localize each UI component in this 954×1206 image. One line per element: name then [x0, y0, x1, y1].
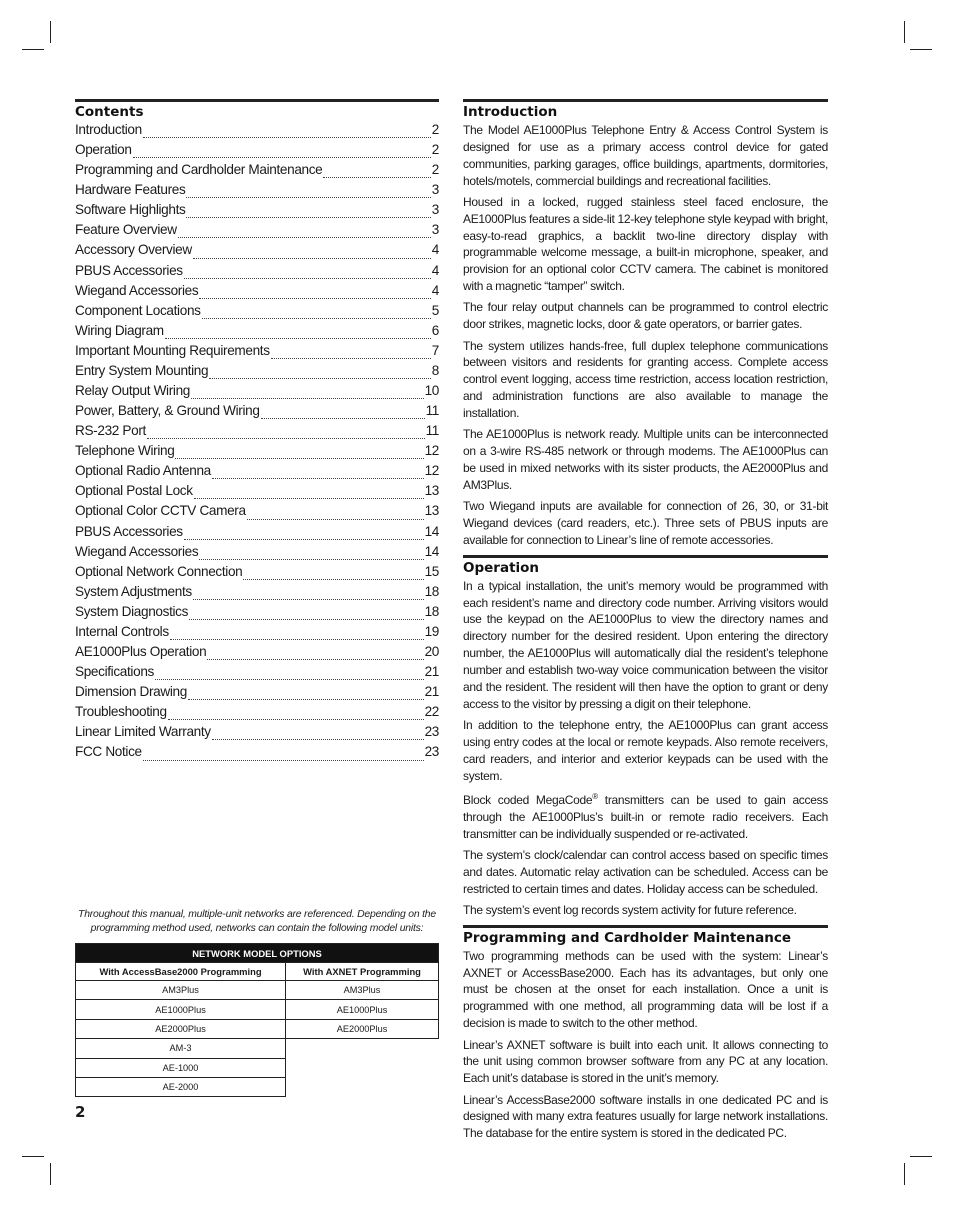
table-title: NETWORK MODEL OPTIONS — [76, 944, 439, 963]
network-model-table — [75, 943, 439, 1097]
toc-entry — [75, 343, 439, 363]
toc-entry-page: 3 — [431, 182, 439, 198]
table-cell: AE-1000 — [76, 1058, 286, 1077]
toc-entry-page: 7 — [431, 342, 439, 358]
toc-entry-title: Software Highlights — [75, 202, 186, 218]
section-heading: Introduction — [463, 104, 558, 120]
toc-entry — [75, 584, 439, 604]
contents-section — [75, 99, 439, 765]
paragraph: Linear’s AccessBase2000 software installs in one dedicated PC and is designed with many extra features usually for large network installations. The database for the entire system is stored in the dedicated PC. — [463, 1092, 828, 1141]
toc-entry-page: 14 — [424, 523, 439, 539]
toc-leader — [191, 398, 424, 399]
toc-entry-page: 13 — [424, 503, 439, 519]
toc-leader — [207, 659, 423, 660]
toc-entry — [75, 704, 439, 724]
paragraph: The system utilizes hands-free, full duplex telephone communications between visitors and residents for granting access. Complete access control event logging, access time restriction, access location restriction, and administration functions are also available to manage the installation. — [463, 338, 828, 420]
table-cell: AE1000Plus — [76, 1000, 286, 1019]
toc-leader — [199, 559, 423, 560]
toc-leader — [194, 498, 424, 499]
toc-entry-page: 21 — [424, 684, 439, 700]
toc-entry — [75, 383, 439, 403]
crop-mark — [904, 1163, 905, 1185]
page-number: 2 — [75, 1103, 86, 1121]
toc-entry — [75, 403, 439, 423]
toc-entry-title: Optional Postal Lock — [75, 483, 193, 499]
toc-entry — [75, 624, 439, 644]
toc-entry — [75, 463, 439, 483]
toc-entry-title: RS-232 Port — [75, 423, 146, 439]
toc-entry-page: 4 — [431, 242, 439, 258]
toc-entry-page: 11 — [425, 403, 439, 419]
toc-entry-title: Optional Radio Antenna — [75, 463, 211, 479]
toc-entry-title: Accessory Overview — [75, 242, 192, 258]
toc-entry-page: 12 — [424, 463, 439, 479]
toc-entry-page: 3 — [431, 222, 439, 238]
paragraph: The system’s event log records system activity for future reference. — [463, 902, 797, 917]
section-introduction — [463, 99, 828, 549]
toc-leader — [178, 237, 431, 238]
toc-entry — [75, 604, 439, 624]
toc-leader — [199, 298, 430, 299]
table-cell: AE2000Plus — [76, 1019, 286, 1038]
table-row — [76, 1019, 439, 1038]
paragraph: Housed in a locked, rugged stainless steel faced enclosure, the AE1000Plus features a side-lit 12-key telephone style keypad with bright, easy-to-read graphics, a backlit two-line directory display with programmable welcome message, a built-in microphone, speaker, and provision for an optional color CCTV camera. The cabinet is monitored with a magnetic “tamper” switch. — [463, 194, 828, 294]
toc-entry-title: Important Mounting Requirements — [75, 342, 270, 358]
toc-entry-page: 14 — [424, 543, 439, 559]
empty-cell — [286, 1058, 439, 1077]
section-heading: Operation — [463, 559, 540, 576]
toc-entry-page: 23 — [424, 744, 439, 760]
toc-leader — [175, 458, 423, 459]
toc-leader — [155, 679, 424, 680]
toc-entry — [75, 222, 439, 242]
toc-entry-title: Relay Output Wiring — [75, 383, 190, 399]
toc-leader — [212, 739, 424, 740]
paragraph: In addition to the telephone entry, the AE1000Plus can grant access using entry codes at the local or remote keypads. Also remote receivers, card readers, and interior and exterior keypads can be used with the system. — [463, 718, 828, 783]
table-cell: AM3Plus — [76, 981, 286, 1000]
toc-leader — [186, 217, 430, 218]
section-rule — [463, 555, 828, 558]
toc-entry-page: 3 — [431, 202, 439, 218]
toc-entry — [75, 443, 439, 463]
toc-entry-page: 6 — [431, 322, 439, 338]
toc-entry — [75, 182, 439, 202]
toc-entry-title: PBUS Accessories — [75, 262, 183, 278]
toc-leader — [147, 438, 425, 439]
toc-entry-page: 23 — [424, 724, 439, 740]
toc-leader — [143, 760, 424, 761]
paragraph: In a typical installation, the unit’s memory would be programmed with each resident’s name and directory code number. Arriving visitors would use the keypad on the AE1000Plus to view the directory names and directory number for the desired resident. Upon entering the directory number, the AE1000Plus will automatically dial the resident’s telephone number and establish two-way voice communication between the visitor and the resident. The resident will then have the option to grant or deny access to the visitor by pressing a digit on their telephone. — [463, 578, 828, 711]
toc-leader — [189, 619, 424, 620]
table-cell: AE1000Plus — [286, 1000, 439, 1019]
toc-entry-page: 13 — [424, 483, 439, 499]
toc-entry-page: 2 — [431, 162, 439, 178]
toc-leader — [188, 699, 424, 700]
toc-entry-title: PBUS Accessories — [75, 523, 183, 539]
toc-entry-title: Wiegand Accessories — [75, 282, 199, 298]
toc-leader — [184, 539, 424, 540]
toc-entry-page: 19 — [424, 623, 439, 639]
toc-entry — [75, 363, 439, 383]
toc-entry-page: 11 — [425, 423, 439, 439]
crop-mark — [50, 21, 51, 43]
toc-entry — [75, 122, 439, 142]
empty-cell — [286, 1077, 439, 1096]
section-heading: Programming and Cardholder Maintenance — [463, 929, 791, 946]
paragraph: The system’s clock/calendar can control access based on specific times and dates. Automatic relay activation can be scheduled. Access can be restricted to certain times and dates. Holiday access can be scheduled. — [463, 847, 828, 896]
column-header-axnet: With AXNET Programming — [286, 963, 439, 981]
toc-entry — [75, 162, 439, 182]
toc-leader — [133, 157, 431, 158]
paragraph: Two Wiegand inputs are available for connection of 26, 30, or 31-bit Wiegand devices (card readers, etc.). Three sets of PBUS inputs are available for connection to Linear’s line of remote accessories. — [463, 499, 828, 547]
body-column — [463, 99, 828, 1148]
toc-entry-title: Optional Color CCTV Camera — [75, 503, 246, 519]
toc-entry-page: 20 — [424, 644, 439, 660]
toc-list — [75, 122, 439, 765]
table-cell: AM3Plus — [286, 981, 439, 1000]
toc-leader — [243, 579, 423, 580]
toc-entry — [75, 544, 439, 564]
table-row — [76, 1039, 439, 1058]
toc-entry-page: 12 — [424, 443, 439, 459]
column-header-accessbase: With AccessBase2000 Programming — [76, 963, 286, 981]
toc-entry — [75, 744, 439, 764]
toc-leader — [271, 358, 431, 359]
table-cell: AE-2000 — [76, 1077, 286, 1096]
toc-entry-title: System Adjustments — [75, 583, 192, 599]
toc-leader — [193, 599, 424, 600]
table-row — [76, 1077, 439, 1096]
toc-entry-title: Telephone Wiring — [75, 443, 175, 459]
network-note: Throughout this manual, multiple-unit networks are referenced. Depending on the programming method used, networks can contain the following model units: — [78, 909, 436, 934]
toc-entry-page: 21 — [424, 664, 439, 680]
crop-mark — [22, 49, 44, 50]
crop-mark — [50, 1163, 51, 1185]
toc-entry — [75, 524, 439, 544]
toc-leader — [186, 197, 430, 198]
toc-leader — [247, 519, 424, 520]
toc-entry-page: 22 — [424, 704, 439, 720]
toc-entry — [75, 564, 439, 584]
section-rule — [463, 925, 828, 928]
toc-entry — [75, 202, 439, 222]
toc-entry-title: Dimension Drawing — [75, 684, 187, 700]
toc-entry-page: 15 — [424, 563, 439, 579]
toc-entry-title: Entry System Mounting — [75, 362, 209, 378]
toc-entry-page: 5 — [431, 302, 439, 318]
toc-leader — [143, 137, 431, 138]
table-cell: AE2000Plus — [286, 1019, 439, 1038]
toc-leader — [168, 719, 424, 720]
crop-mark — [904, 21, 905, 43]
toc-entry-title: Hardware Features — [75, 182, 186, 198]
toc-leader — [212, 478, 424, 479]
table-row — [76, 1000, 439, 1019]
toc-leader — [165, 338, 431, 339]
paragraph: Linear’s AXNET software is built into each unit. It allows connecting to the unit using common browser software from any PC at any location. Each unit’s database is stored in the unit’s memory. — [463, 1037, 828, 1086]
toc-entry-title: Troubleshooting — [75, 704, 167, 720]
toc-entry-page: 18 — [424, 603, 439, 619]
toc-entry — [75, 283, 439, 303]
toc-entry — [75, 724, 439, 744]
toc-entry-title: Power, Battery, & Ground Wiring — [75, 403, 260, 419]
toc-entry-page: 18 — [424, 583, 439, 599]
toc-entry-page: 2 — [431, 142, 439, 158]
table-row — [76, 1058, 439, 1077]
table-row — [76, 981, 439, 1000]
toc-entry — [75, 483, 439, 503]
toc-leader — [170, 639, 424, 640]
contents-heading: Contents — [75, 104, 144, 120]
toc-entry-title: Linear Limited Warranty — [75, 724, 211, 740]
paragraph: The four relay output channels can be programmed to control electric door strikes, magnetic locks, door & gate operators, or barrier gates. — [463, 300, 828, 332]
section-rule — [75, 99, 439, 102]
toc-entry-title: System Diagnostics — [75, 603, 189, 619]
toc-leader — [323, 177, 430, 178]
crop-mark — [910, 49, 932, 50]
toc-leader — [209, 378, 431, 379]
toc-entry-page: 4 — [431, 262, 439, 278]
empty-cell — [286, 1039, 439, 1058]
paragraph: The Model AE1000Plus Telephone Entry & Access Control System is designed for use as a primary access control device for gated communities, parking garages, office buildings, apartments, dormitories, hotels/motels, commercial buildings and recreational facilities. — [463, 123, 828, 188]
section-programming-and-cardholder-maintenance — [463, 925, 828, 1142]
toc-entry-page: 8 — [431, 362, 439, 378]
section-operation — [463, 555, 828, 919]
crop-mark — [22, 1156, 44, 1157]
toc-entry-page: 4 — [431, 282, 439, 298]
toc-entry-title: Optional Network Connection — [75, 563, 243, 579]
toc-entry — [75, 684, 439, 704]
toc-entry-page: 10 — [424, 383, 439, 399]
toc-leader — [184, 278, 431, 279]
section-rule — [463, 99, 828, 102]
toc-entry-title: Wiegand Accessories — [75, 543, 199, 559]
toc-entry — [75, 242, 439, 262]
toc-entry-title: Feature Overview — [75, 222, 177, 238]
toc-entry-title: Operation — [75, 142, 132, 158]
crop-mark — [910, 1156, 932, 1157]
toc-entry-title: Internal Controls — [75, 623, 169, 639]
toc-entry-title: Component Locations — [75, 302, 201, 318]
toc-entry — [75, 142, 439, 162]
toc-entry — [75, 644, 439, 664]
toc-entry — [75, 423, 439, 443]
toc-entry — [75, 323, 439, 343]
toc-leader — [193, 258, 431, 259]
toc-entry — [75, 664, 439, 684]
toc-entry-title: FCC Notice — [75, 744, 142, 760]
toc-entry — [75, 303, 439, 323]
toc-entry-title: Specifications — [75, 664, 154, 680]
toc-entry — [75, 503, 439, 523]
paragraph: Block coded MegaCode® transmitters can be used to gain access through the AE1000Plus’s built-in or remote radio receivers. Each transmitter can be individually suspended or re-activated. — [463, 791, 828, 841]
toc-leader — [202, 318, 431, 319]
toc-leader — [261, 418, 425, 419]
toc-entry-page: 2 — [431, 122, 439, 137]
toc-entry-title: Introduction — [75, 122, 142, 137]
toc-entry-title: Wiring Diagram — [75, 322, 164, 338]
toc-entry — [75, 263, 439, 283]
toc-entry-title: Programming and Cardholder Maintenance — [75, 162, 323, 178]
paragraph: The AE1000Plus is network ready. Multiple units can be interconnected on a 3-wire RS-485 network or through modems. The AE1000Plus can be used in mixed networks with its sister products, the AE2000Plus and AM3Plus. — [463, 427, 828, 492]
paragraph: Two programming methods can be used with the system: Linear’s AXNET or AccessBase2000. Each has its advantages, but only one must be chosen at the onset for each installation. Once a unit is programmed with one method, all programming data will be lost if a decision is made to switch to the other method. — [463, 948, 828, 1031]
table-cell: AM-3 — [76, 1039, 286, 1058]
toc-entry-title: AE1000Plus Operation — [75, 644, 207, 660]
